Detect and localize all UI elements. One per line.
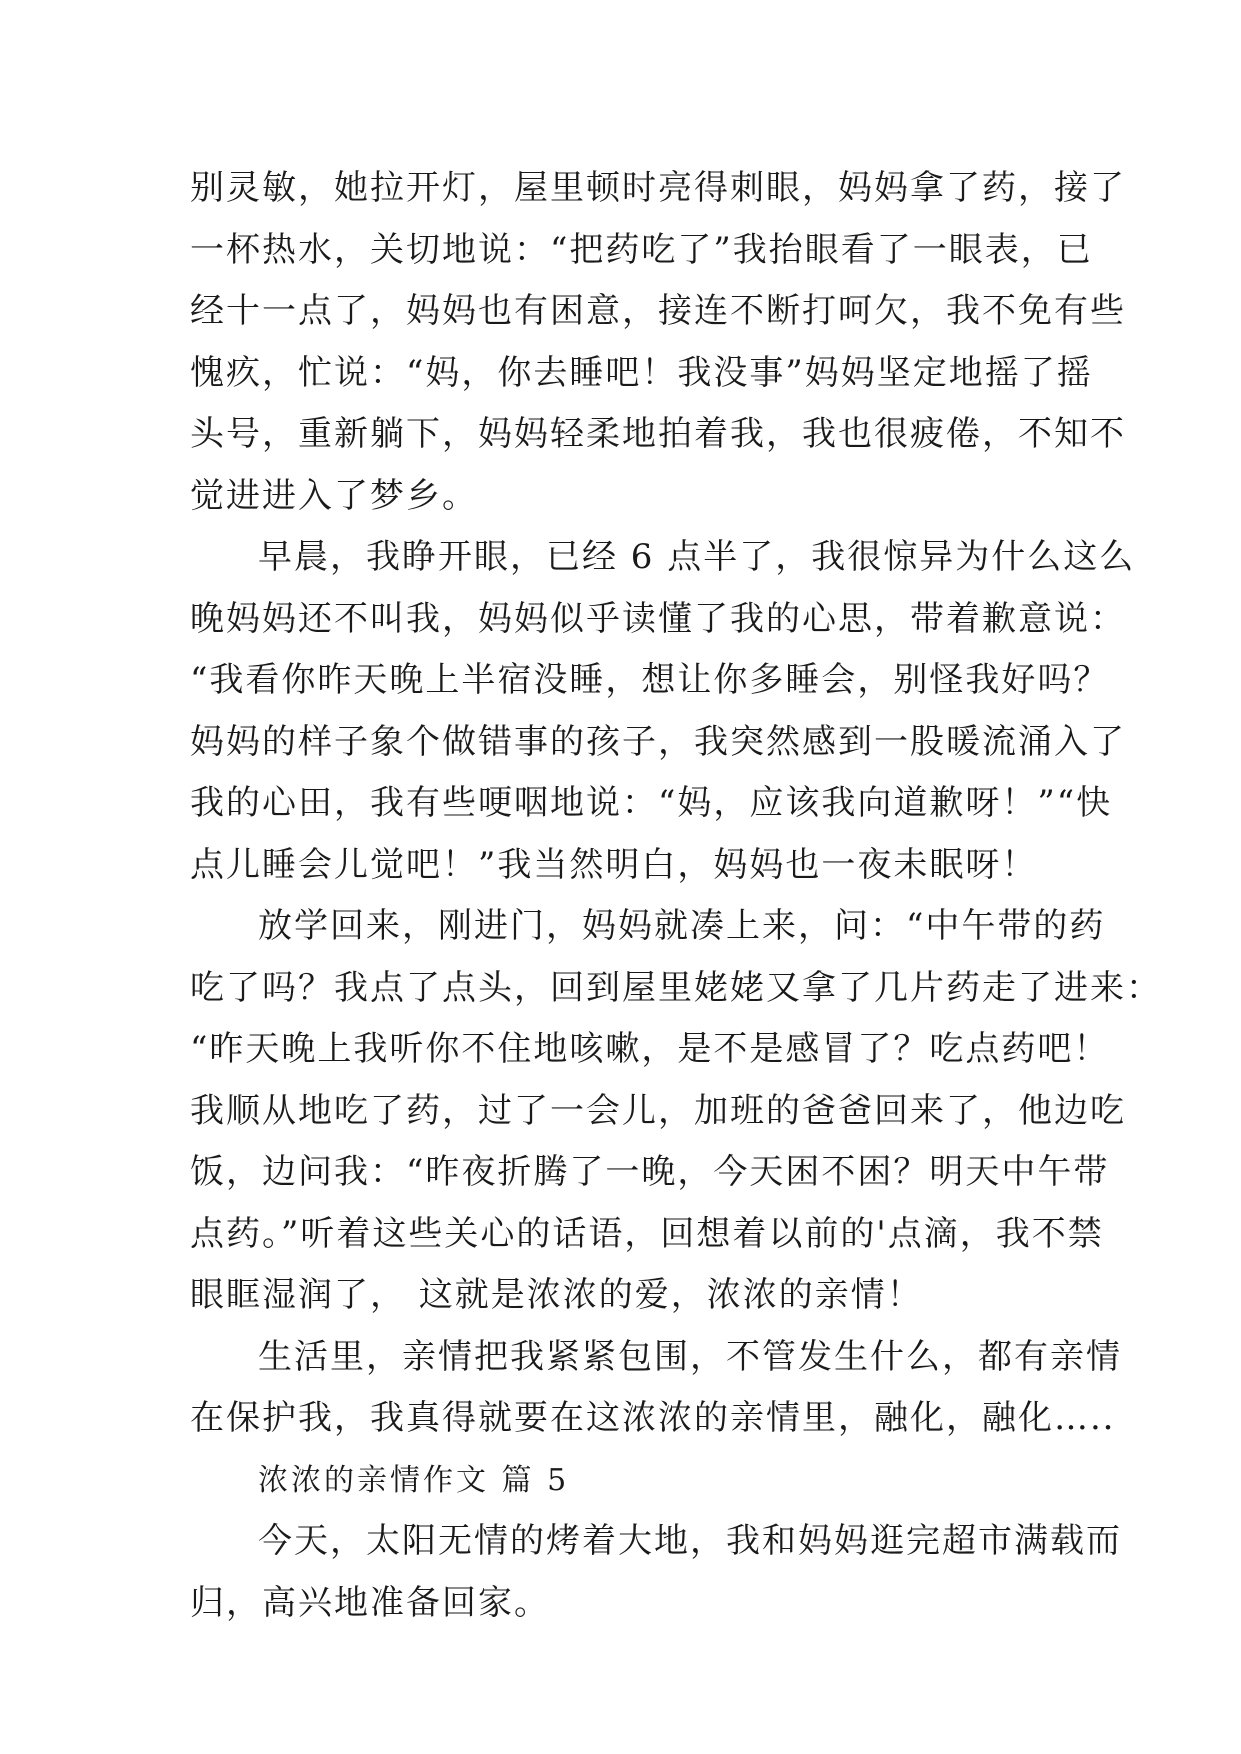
text-line: 头号，重新躺下，妈妈轻柔地拍着我，我也很疲倦，不知不 <box>190 414 1126 454</box>
text-line: 点药。”听着这些关心的话语，回想着以前的'点滴，我不禁 <box>190 1213 1104 1254</box>
text-line: 别灵敏，她拉开灯，屋里顿时亮得刺眼，妈妈拿了药，接了 <box>190 168 1126 208</box>
paragraph-first-line: 今天，太阳无情的烤着大地，我和妈妈逛完超市满载而 <box>258 1521 1122 1561</box>
text-line: 我的心田，我有些哽咽地说：“妈，应该我向道歉呀！”“快 <box>190 783 1113 823</box>
paragraph-first-line: 早晨，我睁开眼，已经 6 点半了，我很惊异为什么这么 <box>258 537 1136 577</box>
paragraph-first-line: 生活里，亲情把我紧紧包围，不管发生什么，都有亲情 <box>258 1336 1122 1377</box>
text-line: 归，高兴地准备回家。 <box>190 1582 550 1623</box>
text-line: 饭，边问我：“昨夜折腾了一晚，今天困不困？明天中午带 <box>190 1152 1110 1192</box>
text-line: 在保护我，我真得就要在这浓浓的亲情里，融化，融化….． <box>190 1398 1139 1438</box>
text-line: 点儿睡会儿觉吧！”我当然明白，妈妈也一夜未眠呀！ <box>190 844 1038 885</box>
text-line: 觉进进入了梦乡。 <box>190 475 478 516</box>
text-line: 吃了吗？我点了点头，回到屋里姥姥又拿了几片药走了进来： <box>190 967 1162 1008</box>
text-line: 一杯热水，关切地说：“把药吃了”我抬眼看了一眼表，已 <box>190 229 1093 270</box>
text-line: 我顺从地吃了药，过了一会儿，加班的爸爸回来了，他边吃 <box>190 1090 1126 1131</box>
text-line: “昨天晚上我听你不住地咳嗽，是不是感冒了？吃点药吧！ <box>190 1029 1110 1069</box>
text-line: 晚妈妈还不叫我，妈妈似乎读懂了我的心思，带着歉意说： <box>190 598 1126 639</box>
paragraph-first-line: 放学回来，刚进门，妈妈就凑上来，问：“中午带的药 <box>258 906 1106 946</box>
text-line: 愧疚，忙说：“妈，你去睡吧！我没事”妈妈坚定地摇了摇 <box>190 352 1093 393</box>
text-line: 妈妈的样子象个做错事的孩子，我突然感到一股暖流涌入了 <box>190 721 1126 762</box>
text-line: “我看你昨天晚上半宿没睡，想让你多睡会，别怪我好吗？ <box>190 660 1110 700</box>
document-body <box>190 158 1162 1634</box>
section-heading: 浓浓的亲情作文 篇 5 <box>258 1462 570 1498</box>
text-line: 经十一点了，妈妈也有困意，接连不断打呵欠，我不免有些 <box>190 291 1126 331</box>
text-line: 眼眶湿润了， 这就是浓浓的爱，浓浓的亲情！ <box>190 1275 923 1315</box>
